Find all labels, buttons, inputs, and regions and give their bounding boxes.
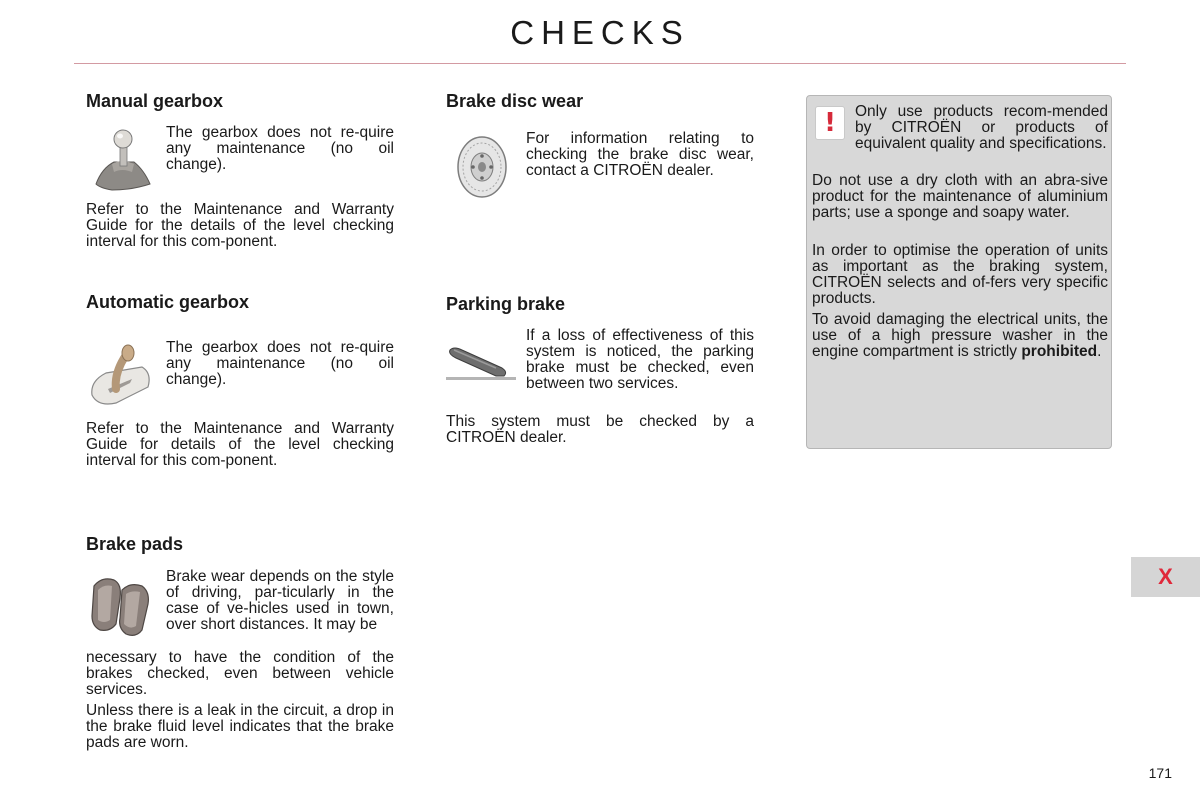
manual-gearbox-body: Refer to the Maintenance and Warranty Guide for the details of the level checking interval for this com-ponent.: [86, 201, 394, 250]
title-divider: [74, 63, 1126, 64]
warning-paragraph-3: [812, 312, 1108, 360]
warning-paragraph-3-end: .: [1097, 343, 1102, 360]
warning-paragraph-2: In order to optimise the operation of units as important as the braking system, CITROËN selects and of-fers very specific products.: [812, 242, 1108, 307]
warning-paragraph-3-start: To avoid damaging the electrical units, the use of a high pressure washer in the engine compartment is strictly: [812, 311, 1108, 360]
automatic-gear-selector-icon: [86, 343, 156, 409]
brake-pads-heading: Brake pads: [86, 534, 184, 554]
page-title: CHECKS: [510, 14, 690, 51]
parking-brake-heading: Parking brake: [446, 294, 566, 314]
brake-disc-icon: [452, 134, 512, 200]
automatic-gearbox-body: Refer to the Maintenance and Warranty Guide for details of the level checking interval for this com-ponent.: [86, 420, 394, 469]
brake-pads-continued-text: necessary to have the condition of the brakes checked, even between vehicle services.: [86, 649, 394, 698]
brake-pads-body: Unless there is a leak in the circuit, a drop in the brake fluid level indicates that the brake pads are worn.: [86, 702, 394, 751]
brake-pads-side-text: Brake wear depends on the style of driving, par-ticularly in the case of ve-hicles used in town, over short distances. It may be: [166, 568, 394, 633]
automatic-gearbox-heading: Automatic gearbox: [86, 292, 250, 312]
manual-gear-lever-icon: [92, 128, 154, 192]
brake-disc-wear-side-text: For information relating to checking the brake disc wear, contact a CITROËN dealer.: [526, 130, 754, 179]
brake-pads-icon: [88, 572, 154, 638]
manual-gearbox-side-text: The gearbox does not re-quire any maintenance (no oil change).: [166, 124, 394, 173]
prohibited-emphasis: prohibited: [1021, 343, 1098, 360]
automatic-gearbox-side-text: The gearbox does not re-quire any maintenance (no oil change).: [166, 339, 394, 388]
parking-brake-side-text: If a loss of effectiveness of this system is noticed, the parking brake must be checked, even between two services.: [526, 327, 754, 392]
manual-gearbox-heading: Manual gearbox: [86, 91, 224, 111]
brake-disc-wear-heading: Brake disc wear: [446, 91, 584, 111]
warning-paragraph-1: Do not use a dry cloth with an abra-sive product for the maintenance of aluminium parts; use a sponge and soapy water.: [812, 172, 1108, 221]
parking-brake-body: This system must be checked by a CITROËN dealer.: [446, 413, 754, 446]
warning-intro: Only use products recom-mended by CITROËN or products of equivalent quality and specifications.: [855, 103, 1108, 152]
parking-brake-lever-icon: [446, 344, 516, 382]
exclamation-icon: !: [815, 106, 845, 140]
page-number: 171: [1148, 765, 1172, 781]
section-tab: X: [1131, 557, 1200, 597]
